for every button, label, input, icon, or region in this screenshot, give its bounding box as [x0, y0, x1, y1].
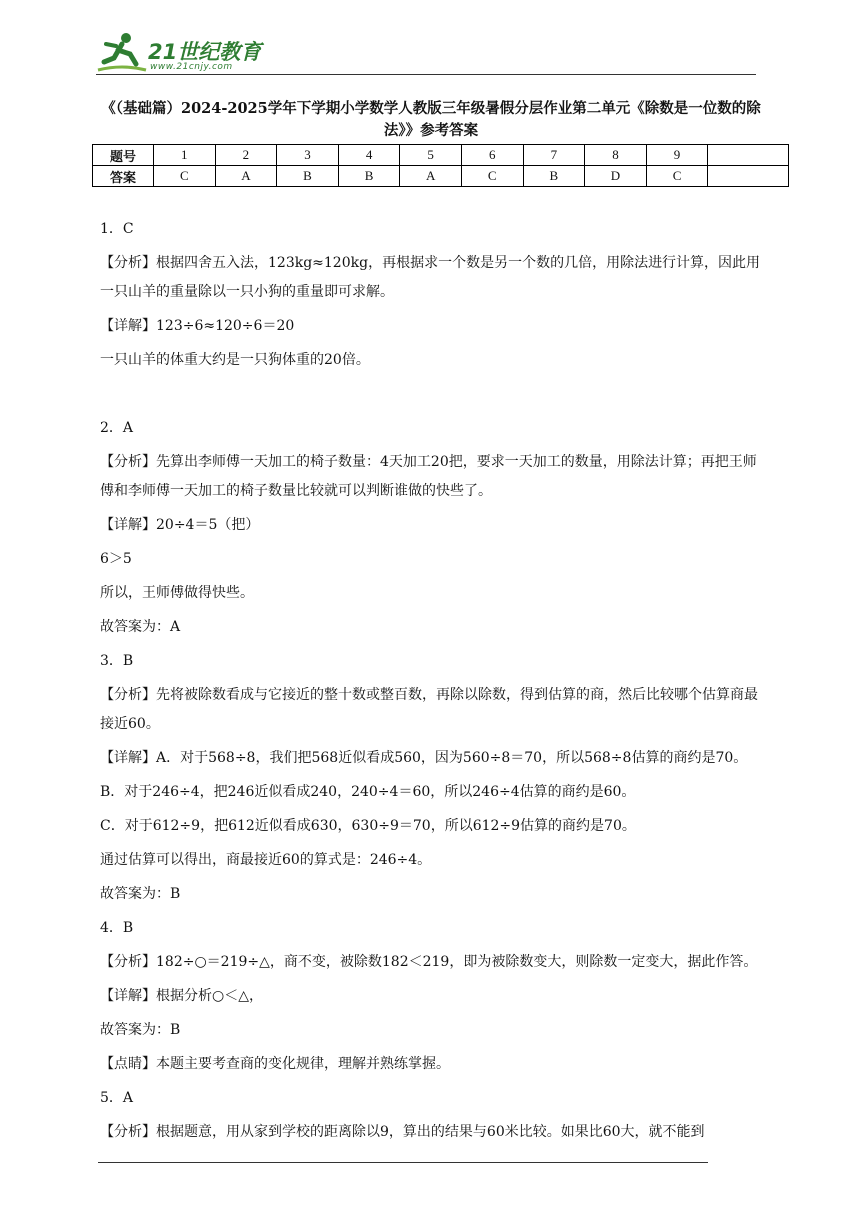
table-header-cell: 答案: [93, 166, 154, 187]
question-number-cell: 2: [215, 145, 277, 166]
question-number-cell: 3: [277, 145, 339, 166]
text-line: 通过估算可以得出，商最接近60的算式是：246÷4。: [100, 852, 432, 868]
page-header: [96, 28, 756, 78]
question-number-cell: 1: [154, 145, 216, 166]
answer-cell: [708, 166, 789, 187]
detail-paragraph: 【详解】A．对于568÷8，我们把568近似看成560，因为560÷8＝70，所以568÷8估算的商约是70。: [100, 750, 748, 766]
answer-table: [92, 144, 789, 187]
detail-paragraph: 【详解】20÷4＝5（把）: [100, 517, 260, 533]
header-divider: [96, 74, 756, 75]
answer-heading: 1．C: [100, 221, 134, 237]
text-line: 所以，王师傅做得快些。: [100, 585, 254, 601]
question-number-cell: 6: [461, 145, 523, 166]
final-answer-line: 故答案为：A: [100, 619, 181, 635]
question-number-cell: 8: [585, 145, 647, 166]
question-number-cell: 5: [400, 145, 462, 166]
answer-heading: 2．A: [100, 420, 134, 436]
answer-heading: 5．A: [100, 1090, 134, 1106]
document-title: 《（基础篇）2024-2025学年下学期小学数学人教版三年级暑假分层作业第二单元《除数是一位数的除法》》参考答案: [101, 100, 761, 139]
text-line: B．对于246÷4，把246近似看成240，240÷4＝60，所以246÷4估算的商约是60。: [100, 784, 636, 800]
runner-logo-icon: [96, 30, 148, 76]
logo-brand-text: 21世纪教育: [148, 40, 262, 64]
answer-heading: 4．B: [100, 920, 134, 936]
final-answer-line: 故答案为：B: [100, 1022, 181, 1038]
text-line: 6＞5: [100, 551, 132, 567]
table-header-cell: 题号: [93, 145, 154, 166]
question-number-cell: 7: [523, 145, 585, 166]
table-row: [93, 166, 789, 187]
answer-cell: A: [215, 166, 277, 187]
question-number-cell: 9: [646, 145, 708, 166]
footer-divider: [98, 1162, 708, 1163]
analysis-paragraph: 【分析】先算出李师傅一天加工的椅子数量：4天加工20把，要求一天加工的数量，用除法计算；再把王师傅和李师傅一天加工的椅子数量比较就可以判断谁做的快些了。: [100, 454, 757, 499]
answer-heading: 3．B: [100, 653, 134, 669]
answer-cell: C: [154, 166, 216, 187]
comment-paragraph: 【点睛】本题主要考查商的变化规律，理解并熟练掌握。: [100, 1056, 450, 1072]
final-answer-line: 故答案为：B: [100, 886, 181, 902]
answer-cell: B: [277, 166, 339, 187]
text-line: 一只山羊的体重大约是一只狗体重的20倍。: [100, 352, 370, 368]
answer-cell: A: [400, 166, 462, 187]
answer-cell: D: [585, 166, 647, 187]
blank-line: [100, 377, 765, 411]
logo: [96, 28, 266, 78]
analysis-paragraph: 【分析】根据四舍五入法，123kg≈120kg，再根据求一个数是另一个数的几倍，用除法进行计算，因此用一只山羊的重量除以一只小狗的重量即可求解。: [100, 255, 761, 300]
analysis-paragraph: 【分析】先将被除数看成与它接近的整十数或整百数，再除以除数，得到估算的商，然后比较哪个估算商最接近60。: [100, 687, 758, 732]
answer-cell: C: [461, 166, 523, 187]
answer-cell: C: [646, 166, 708, 187]
answer-cell: B: [523, 166, 585, 187]
text-line: C．对于612÷9，把612近似看成630，630÷9＝70，所以612÷9估算的商约是70。: [100, 818, 636, 834]
answer-cell: B: [338, 166, 400, 187]
logo-url-text: www.21cnjy.com: [150, 62, 233, 72]
table-row: [93, 145, 789, 166]
answer-explanations: [100, 212, 765, 1149]
question-number-cell: [708, 145, 789, 166]
detail-paragraph: 【详解】123÷6≈120÷6＝20: [100, 318, 295, 334]
analysis-paragraph: 【分析】182÷○＝219÷△，商不变，被除数182＜219，即为被除数变大，则除数一定变大，据此作答。: [100, 954, 758, 970]
analysis-paragraph: 【分析】根据题意，用从家到学校的距离除以9，算出的结果与60米比较。如果比60大，就不能到: [100, 1124, 705, 1140]
question-number-cell: 4: [338, 145, 400, 166]
detail-paragraph: 【详解】根据分析○＜△，: [100, 988, 263, 1004]
